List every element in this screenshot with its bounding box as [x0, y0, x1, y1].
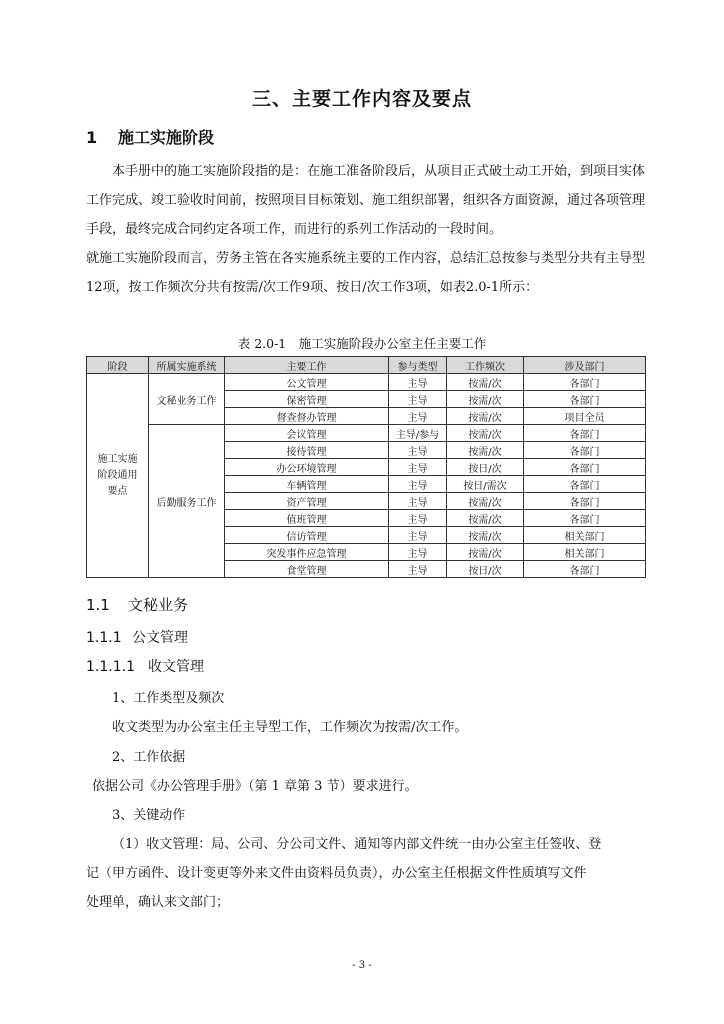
header-cell: 工作频次: [447, 357, 524, 374]
dept-cell: 各部门: [524, 493, 646, 510]
section-title: 收文管理: [148, 659, 204, 675]
table-header-row: [87, 357, 646, 374]
section-heading-1-1: [86, 594, 188, 615]
header-cell: 涉及部门: [524, 357, 646, 374]
section-heading-1-1-1: [86, 627, 188, 647]
work-cell: 信访管理: [225, 527, 389, 544]
work-cell: 办公环境管理: [225, 459, 389, 476]
header-cell: 主要工作: [225, 357, 389, 374]
item3-line-3: 处理单，确认来文部门；: [86, 895, 230, 910]
work-cell: 公文管理: [225, 374, 389, 391]
type-cell: 主导/参与: [389, 425, 447, 442]
dept-cell: 各部门: [524, 391, 646, 408]
section-number: 1.1: [86, 596, 110, 614]
system-cell: 后勤服务工作: [149, 425, 225, 578]
work-cell: 保密管理: [225, 391, 389, 408]
page-title: 三、主要工作内容及要点: [251, 88, 472, 110]
freq-cell: 按需/次: [447, 391, 524, 408]
section-title: 文秘业务: [128, 596, 189, 614]
section-number: 1.1.1.1: [86, 659, 135, 675]
section-number: 1: [86, 128, 98, 147]
intro-paragraph-2: [86, 244, 646, 302]
work-cell: 督查督办管理: [225, 408, 389, 425]
type-cell: 主导: [389, 561, 447, 578]
work-cell: 突发事件应急管理: [225, 544, 389, 561]
item3-line-1: （1）收文管理：局、公司、分公司文件、通知等内部文件统一由办公室主任签收、登: [112, 837, 602, 852]
work-cell: 会议管理: [225, 425, 389, 442]
freq-cell: 按需/次: [447, 510, 524, 527]
item3-title: 3、关键动作: [112, 808, 186, 823]
type-cell: 主导: [389, 510, 447, 527]
type-cell: 主导: [389, 493, 447, 510]
dept-cell: 各部门: [524, 459, 646, 476]
header-cell: 参与类型: [389, 357, 447, 374]
work-table: [86, 356, 646, 578]
phase-cell: 施工实施阶段通用要点: [87, 374, 149, 578]
type-cell: 主导: [389, 459, 447, 476]
intro-paragraph-1: [86, 157, 646, 244]
item1-text: 收文类型为办公室主任主导型工作，工作频次为按需/次工作。: [112, 720, 468, 735]
type-cell: 主导: [389, 527, 447, 544]
item3-line-2: 记（甲方函件、设计变更等外来文件由资料员负责），办公室主任根据文件性质填写文件: [86, 866, 587, 881]
item2-title: 2、工作依据: [112, 750, 186, 765]
freq-cell: 按需/次: [447, 544, 524, 561]
type-cell: 主导: [389, 391, 447, 408]
type-cell: 主导: [389, 476, 447, 493]
work-cell: 食堂管理: [225, 561, 389, 578]
section-heading-1: [86, 125, 214, 148]
dept-cell: 各部门: [524, 374, 646, 391]
dept-cell: 各部门: [524, 510, 646, 527]
freq-cell: 按需/次: [447, 442, 524, 459]
table-caption: 表 2.0-1 施工实施阶段办公室主任主要工作: [237, 336, 487, 351]
table-row: [87, 425, 646, 442]
freq-cell: 按日/需次: [447, 476, 524, 493]
freq-cell: 按日/次: [447, 561, 524, 578]
system-cell: 文秘业务工作: [149, 374, 225, 425]
type-cell: 主导: [389, 374, 447, 391]
type-cell: 主导: [389, 544, 447, 561]
freq-cell: 按需/次: [447, 374, 524, 391]
section-title: 施工实施阶段: [118, 128, 215, 147]
page-number: - 3 -: [352, 960, 372, 971]
work-cell: 资产管理: [225, 493, 389, 510]
work-cell: 接待管理: [225, 442, 389, 459]
dept-cell: 项目全员: [524, 408, 646, 425]
dept-cell: 各部门: [524, 425, 646, 442]
freq-cell: 按需/次: [447, 527, 524, 544]
work-cell: 车辆管理: [225, 476, 389, 493]
dept-cell: 各部门: [524, 476, 646, 493]
dept-cell: 各部门: [524, 442, 646, 459]
intro-text-2: 就施工实施阶段而言，劳务主管在各实施系统主要的工作内容，总结汇总按参与类型分共有主导型12项，按工作频次分共有按需/次工作9项、按日/次工作3项，如表2.0-1所示：: [86, 251, 646, 295]
intro-text-1: 本手册中的施工实施阶段指的是：在施工准备阶段后，从项目正式破土动工开始，到项目实体工作完成、竣工验收时间前，按照项目目标策划、施工组织部署，组织各方面资源，通过各项管理手段，最终完成合同约定各项工作，而进行的系列工作活动的一段时间。: [86, 164, 646, 237]
section-title: 公文管理: [132, 630, 188, 646]
item1-title: 1、工作类型及频次: [112, 691, 225, 706]
table-row: [87, 374, 646, 391]
dept-cell: 相关部门: [524, 527, 646, 544]
freq-cell: 按需/次: [447, 493, 524, 510]
type-cell: 主导: [389, 408, 447, 425]
section-heading-1-1-1-1: [86, 656, 204, 676]
freq-cell: 按需/次: [447, 408, 524, 425]
header-cell: 阶段: [87, 357, 149, 374]
freq-cell: 按日/次: [447, 459, 524, 476]
freq-cell: 按需/次: [447, 425, 524, 442]
work-cell: 值班管理: [225, 510, 389, 527]
header-cell: 所属实施系统: [149, 357, 225, 374]
section-number: 1.1.1: [86, 630, 122, 646]
item2-text: 依据公司《办公管理手册》（第 1 章第 3 节）要求进行。: [92, 779, 418, 794]
dept-cell: 各部门: [524, 561, 646, 578]
type-cell: 主导: [389, 442, 447, 459]
dept-cell: 相关部门: [524, 544, 646, 561]
